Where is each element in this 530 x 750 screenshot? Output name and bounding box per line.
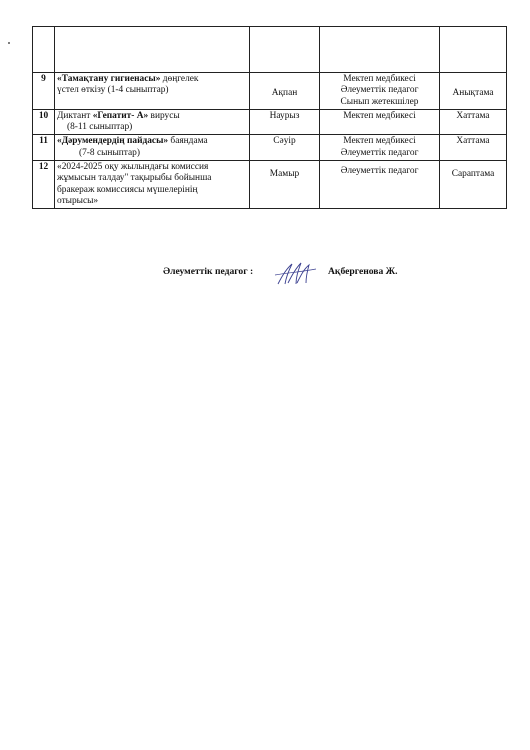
topic-line: жұмысын талдау" тақырыбы бойынша bbox=[57, 173, 212, 184]
row-number: 12 bbox=[33, 160, 55, 208]
row-form: Хаттама bbox=[440, 109, 507, 135]
cell-empty bbox=[250, 27, 320, 73]
table-row bbox=[33, 109, 507, 135]
row-responsible bbox=[320, 160, 440, 208]
topic-line: үстел өткізу (1-4 сыныптар) bbox=[57, 85, 169, 96]
signature-name: Ақбергенова Ж. bbox=[328, 266, 398, 277]
row-number: 9 bbox=[33, 73, 55, 110]
cell-empty bbox=[320, 27, 440, 73]
row-topic bbox=[55, 135, 250, 161]
cell-empty bbox=[33, 27, 55, 73]
responsible-line: Әлеуметтік педагог bbox=[340, 85, 419, 96]
plan-table bbox=[32, 26, 507, 209]
row-month: Мамыр bbox=[250, 160, 320, 208]
table-row bbox=[33, 135, 507, 161]
topic-line: бракераж комиссиясы мүшелерінің bbox=[57, 184, 198, 195]
topic-line: отырысы» bbox=[57, 195, 99, 206]
responsible-line: Әлеуметтік педагог bbox=[340, 165, 419, 176]
responsible-line: Мектеп медбикесі bbox=[343, 136, 416, 147]
row-number: 11 bbox=[33, 135, 55, 161]
signature-block bbox=[0, 262, 530, 292]
row-form: Сараптама bbox=[440, 160, 507, 208]
topic-rest: дөңгелек bbox=[160, 74, 199, 84]
topic-bold: «Тамақтану гигиенасы» bbox=[57, 74, 161, 84]
topic-rest: баяндама bbox=[168, 136, 208, 147]
responsible-line: Мектеп медбикесі bbox=[343, 74, 416, 84]
cell-empty bbox=[440, 27, 507, 73]
row-month: Ақпан bbox=[250, 73, 320, 110]
row-responsible bbox=[320, 73, 440, 110]
row-month: Наурыз bbox=[250, 109, 320, 135]
table-row-continuation bbox=[33, 27, 507, 73]
row-responsible bbox=[320, 135, 440, 161]
topic-rest: вирусы bbox=[148, 110, 180, 121]
topic-line: (7-8 сыныптар) bbox=[79, 147, 140, 158]
row-month: Сәуір bbox=[250, 135, 320, 161]
table-row bbox=[33, 73, 507, 110]
topic-prefix: Диктант bbox=[57, 110, 93, 121]
responsible-line: Сынып жетекшілер bbox=[340, 96, 419, 107]
row-form: Анықтама bbox=[440, 73, 507, 110]
handwritten-signature-icon bbox=[272, 260, 318, 286]
topic-line: (8-11 сыныптар) bbox=[67, 122, 133, 133]
topic-bold: «Дәрумендердің пайдасы» bbox=[57, 136, 169, 147]
topic-line: «2024-2025 оқу жылындағы комиссия bbox=[57, 161, 209, 172]
signature-label: Әлеуметтік педагог : bbox=[163, 266, 254, 277]
row-form: Хаттама bbox=[440, 135, 507, 161]
scan-speck bbox=[8, 42, 10, 44]
row-responsible bbox=[320, 109, 440, 135]
responsible-line: Әлеуметтік педагог bbox=[340, 147, 419, 158]
table-row bbox=[33, 160, 507, 208]
row-topic bbox=[55, 160, 250, 208]
responsible-line: Мектеп медбикесі bbox=[343, 110, 416, 121]
topic-bold: «Гепатит- А» bbox=[92, 110, 149, 121]
row-topic bbox=[55, 109, 250, 135]
cell-empty bbox=[55, 27, 250, 73]
row-topic bbox=[55, 73, 250, 110]
row-number: 10 bbox=[33, 109, 55, 135]
